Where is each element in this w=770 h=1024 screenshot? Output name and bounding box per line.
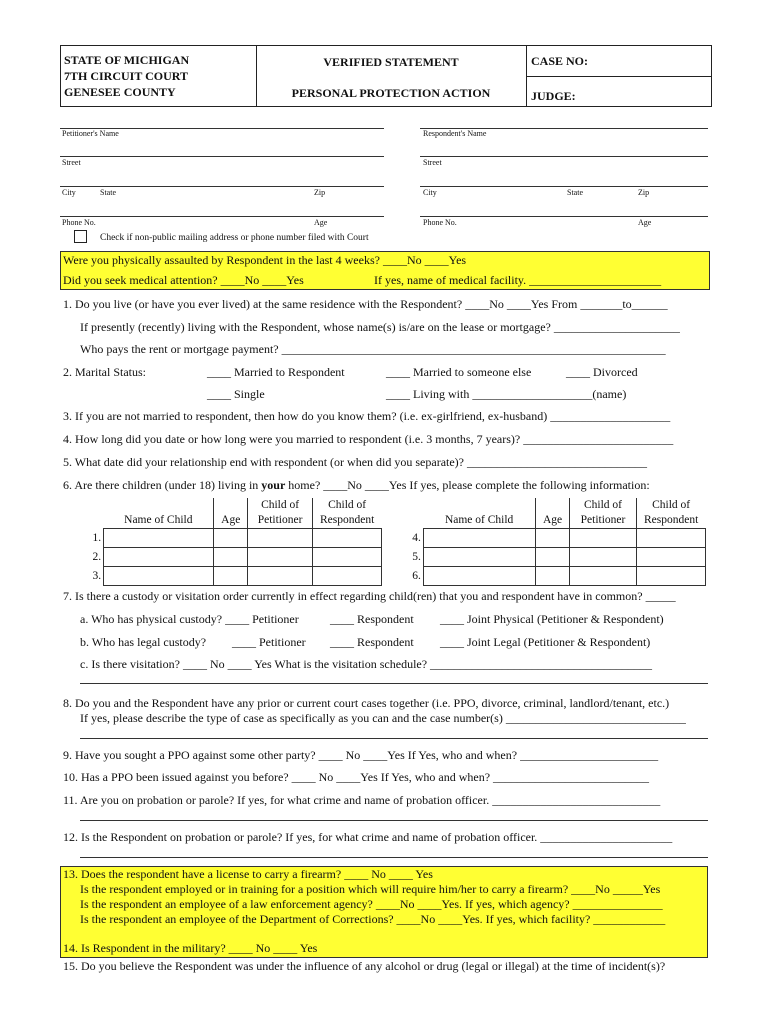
petitioner-city-line[interactable] (60, 186, 384, 187)
question-1-rent: Who pays the rent or mortgage payment? ________________________________________________________________ (80, 342, 666, 356)
answer-line[interactable] (80, 857, 708, 858)
petitioner-zip-label: Zip (314, 188, 326, 197)
row-number: 1. (92, 532, 102, 544)
table-row (80, 548, 382, 567)
child-petitioner-cell[interactable] (248, 529, 312, 548)
question-4: 4. How long did you date or how long were you married to respondent (i.e. 3 months, 7 years)? _________________________ (63, 432, 674, 446)
child-respondent-cell[interactable] (636, 529, 705, 548)
petitioner-street-line[interactable] (60, 156, 384, 157)
child-petitioner-cell[interactable] (248, 548, 312, 567)
question-6 (63, 478, 650, 493)
petitioner-phone-line[interactable] (60, 216, 384, 217)
col-child-of-respondent: Child of Respondent (636, 498, 705, 529)
physical-custody-respondent[interactable]: ____ Respondent (330, 612, 414, 626)
physical-custody-joint[interactable]: ____ Joint Physical (Petitioner & Respondent) (440, 612, 664, 626)
table-row (80, 529, 382, 548)
child-name-cell[interactable] (423, 529, 535, 548)
child-name-cell[interactable] (423, 567, 535, 586)
question-11: 11. Are you on probation or parole? If yes, for what crime and name of probation officer. ____________________________ (63, 793, 661, 807)
question-10: 10. Has a PPO been issued against you before? ____ No ____Yes If Yes, who and when? __________________________ (63, 770, 650, 784)
child-name-cell[interactable] (104, 548, 214, 567)
court-state: STATE OF MICHIGAN (64, 53, 190, 67)
children-table-right (404, 498, 706, 586)
question-2: 2. Marital Status: (63, 365, 146, 379)
answer-line[interactable] (80, 820, 708, 821)
petitioner-state-label: State (100, 188, 116, 197)
child-respondent-cell[interactable] (312, 529, 381, 548)
row-number: 4. (412, 532, 421, 544)
form-subtitle: PERSONAL PROTECTION ACTION (291, 86, 491, 100)
child-name-cell[interactable] (104, 529, 214, 548)
children-table-left (80, 498, 382, 586)
child-age-cell[interactable] (214, 567, 248, 586)
respondent-state-label: State (567, 188, 583, 197)
legal-custody-joint[interactable]: ____ Joint Legal (Petitioner & Respondent) (440, 635, 651, 649)
physical-custody-petitioner: a. Who has physical custody? ____ Petitioner (80, 612, 299, 626)
child-name-cell[interactable] (423, 548, 535, 567)
child-age-cell[interactable] (535, 529, 569, 548)
question-6-text: 6. Are there children (under 18) living in (63, 478, 262, 492)
divider (526, 76, 711, 77)
marital-option-living-with[interactable]: ____ Living with ____________________(name) (386, 387, 627, 401)
child-age-cell[interactable] (535, 567, 569, 586)
row-number: 3. (92, 570, 102, 582)
question-13-employed: Is the respondent employed or in training for a position which will require him/her to carry a firearm? ____No _____Yes (80, 882, 661, 896)
legal-custody-question: b. Who has legal custody? (80, 635, 207, 649)
header-box (60, 45, 712, 107)
marital-option-single[interactable]: ____ Single (207, 387, 265, 401)
respondent-age-label: Age (638, 218, 652, 227)
question-9: 9. Have you sought a PPO against some other party? ____ No ____Yes If Yes, who and when? _______________________ (63, 748, 659, 762)
row-number: 6. (412, 570, 421, 582)
respondent-zip-label: Zip (638, 188, 650, 197)
question-1-lease: If presently (recently) living with the Respondent, whose name(s) is/are on the lease or mortgage? _____________________ (80, 320, 680, 334)
col-age: Age (214, 498, 248, 529)
nonpublic-checkbox[interactable] (74, 230, 87, 243)
legal-custody-petitioner[interactable]: ____ Petitioner (232, 635, 306, 649)
respondent-street-label: Street (423, 158, 442, 167)
petitioner-phone-label: Phone No. (62, 218, 96, 227)
petitioner-age-label: Age (314, 218, 328, 227)
question-1: 1. Do you live (or have you ever lived) at the same residence with the Respondent? ____No ____Yes From _______to______ (63, 297, 668, 311)
form-title: VERIFIED STATEMENT (323, 55, 459, 69)
respondent-city-label: City (423, 188, 437, 197)
nonpublic-check-label: Check if non-public mailing address or phone number filed with Court (100, 233, 369, 243)
marital-option-divorced[interactable]: ____ Divorced (566, 365, 638, 379)
question-3: 3. If you are not married to respondent, then how do you know them? (i.e. ex-girlfriend, ex-husband) ____________________ (63, 409, 671, 423)
court-county: GENESEE COUNTY (64, 85, 176, 99)
visitation-question: c. Is there visitation? ____ No ____ Yes What is the visitation schedule? _____________________________________ (80, 657, 653, 671)
question-5: 5. What date did your relationship end with respondent (or when did you separate)? ______________________________ (63, 455, 647, 469)
respondent-name-label: Respondent's Name (423, 129, 487, 138)
answer-line[interactable] (80, 738, 708, 739)
table-row (404, 529, 706, 548)
question-7: 7. Is there a custody or visitation order currently in effect regarding child(ren) that you and respondent have in common? _____ (63, 589, 676, 603)
court-info (64, 52, 189, 100)
question-8: 8. Do you and the Respondent have any prior or current court cases together (i.e. PPO, divorce, criminal, landlord/tenant, etc.) (63, 696, 670, 710)
petitioner-city-label: City (62, 188, 76, 197)
child-petitioner-cell[interactable] (570, 567, 637, 586)
question-13: 13. Does the respondent have a license to carry a firearm? ____ No ____ Yes (63, 867, 433, 881)
child-petitioner-cell[interactable] (248, 567, 312, 586)
child-respondent-cell[interactable] (636, 548, 705, 567)
question-14: 14. Is Respondent in the military? ____ No ____ Yes (63, 941, 318, 955)
child-respondent-cell[interactable] (636, 567, 705, 586)
child-respondent-cell[interactable] (312, 567, 381, 586)
child-age-cell[interactable] (535, 548, 569, 567)
child-name-cell[interactable] (104, 567, 214, 586)
table-row (80, 567, 382, 586)
child-petitioner-cell[interactable] (570, 548, 637, 567)
question-6-text-2: home? ____No ____Yes If yes, please complete the following information: (285, 478, 650, 492)
petitioner-name-label: Petitioner's Name (62, 129, 119, 138)
question-15: 15. Do you believe the Respondent was under the influence of any alcohol or drug (legal or illegal) at the time of incident(s)? (63, 959, 666, 973)
col-child-of-respondent: Child of Respondent (312, 498, 381, 529)
assault-question: Were you physically assaulted by Respondent in the last 4 weeks? ____No ____Yes (63, 253, 467, 267)
legal-custody-respondent[interactable]: ____ Respondent (330, 635, 414, 649)
question-13-corrections: Is the respondent an employee of the Department of Corrections? ____No ____Yes. If yes, which facility? ____________ (80, 912, 666, 926)
medical-question: Did you seek medical attention? ____No ____Yes (63, 273, 304, 287)
table-row (404, 548, 706, 567)
col-name-of-child: Name of Child (104, 498, 214, 529)
question-13-law-enforcement: Is the respondent an employee of a law enforcement agency? ____No ____Yes. If yes, which agency? _______________ (80, 897, 663, 911)
col-child-of-petitioner: Child of Petitioner (248, 498, 312, 529)
col-age: Age (535, 498, 569, 529)
child-respondent-cell[interactable] (312, 548, 381, 567)
child-petitioner-cell[interactable] (570, 529, 637, 548)
court-circuit: 7TH CIRCUIT COURT (64, 69, 189, 83)
child-age-cell[interactable] (214, 548, 248, 567)
respondent-city-line[interactable] (420, 186, 708, 187)
col-child-of-petitioner: Child of Petitioner (570, 498, 637, 529)
row-number: 2. (92, 551, 102, 563)
judge-label: JUDGE: (531, 89, 576, 103)
marital-option-married-other[interactable]: ____ Married to someone else (386, 365, 532, 379)
question-8-describe: If yes, please describe the type of case as specifically as you can and the case number(s) ______________________________ (80, 711, 686, 725)
child-age-cell[interactable] (214, 529, 248, 548)
col-name-of-child: Name of Child (423, 498, 535, 529)
question-12: 12. Is the Respondent on probation or parole? If yes, for what crime and name of probation officer. ______________________ (63, 830, 673, 844)
respondent-phone-label: Phone No. (423, 218, 457, 227)
case-no-label: CASE NO: (531, 54, 589, 68)
answer-line[interactable] (80, 683, 708, 684)
table-row (404, 567, 706, 586)
question-6-emphasis: your (261, 478, 286, 492)
medical-facility-question: If yes, name of medical facility. ______________________ (374, 273, 662, 287)
row-number: 5. (412, 551, 421, 563)
marital-option-married-respondent[interactable]: ____ Married to Respondent (207, 365, 345, 379)
petitioner-street-label: Street (62, 158, 81, 167)
respondent-phone-line[interactable] (420, 216, 708, 217)
respondent-street-line[interactable] (420, 156, 708, 157)
